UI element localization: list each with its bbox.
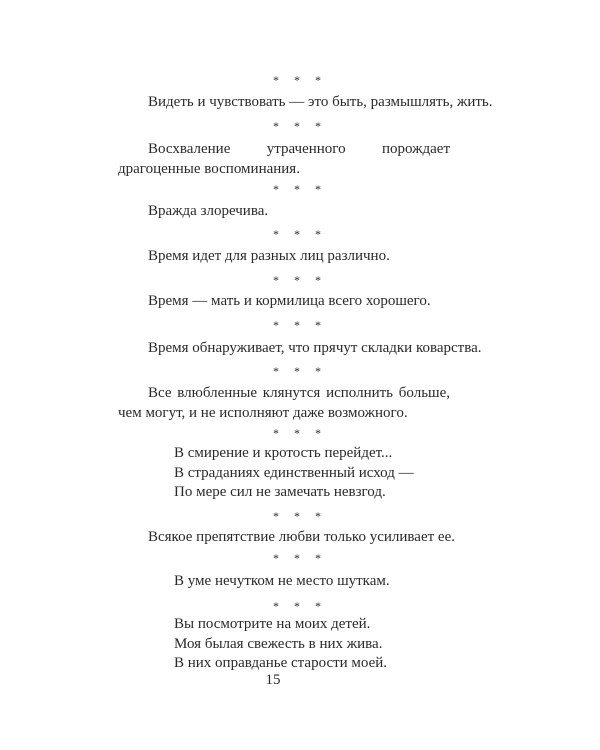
separator: * * * [273,119,327,133]
aphorism-8: Всякое препятствие любви только усиливает ее. [148,529,455,545]
separator: * * * [273,599,327,613]
aphorism-5: Время — мать и кормилица всего хорошего. [148,293,431,309]
verse-2-line-1: Вы посмотрите на моих детей. [174,616,371,632]
verse-2-line-3: В них оправданье старости моей. [174,655,388,671]
verse-1-line-2: В страданиях единственный исход — [174,465,414,481]
separator: * * * [273,318,327,332]
separator: * * * [273,273,327,287]
separator: * * * [273,551,327,565]
separator: * * * [273,227,327,241]
aphorism-6: Время обнаруживает, что прячут складки коварства. [148,340,482,356]
verse-2-line-2: Моя былая свежесть в них жива. [174,636,383,652]
aphorism-4: Время идет для разных лиц различно. [148,248,390,264]
separator: * * * [273,426,327,440]
separator: * * * [273,509,327,523]
separator: * * * [273,364,327,378]
verse-1-line-1: В смирение и кротость перейдет... [174,445,393,461]
separator: * * * [273,182,327,196]
aphorism-2: Восхваление утраченного порождает драгоценные воспоминания. [118,141,450,177]
verse-1-line-3: По мере сил не замечать невзгод. [174,484,386,500]
aphorism-3: Вражда злоречива. [148,203,269,219]
aphorism-1: Видеть и чувствовать — это быть, размышлять, жить. [148,94,493,110]
aphorism-9: В уме нечутком не место шуткам. [174,573,390,589]
separator: * * * [273,73,327,87]
aphorism-7: Все влюбленные клянутся исполнить больше, чем могут, и не исполняют даже возможного. [118,385,450,421]
page-number: 15 [265,672,281,688]
